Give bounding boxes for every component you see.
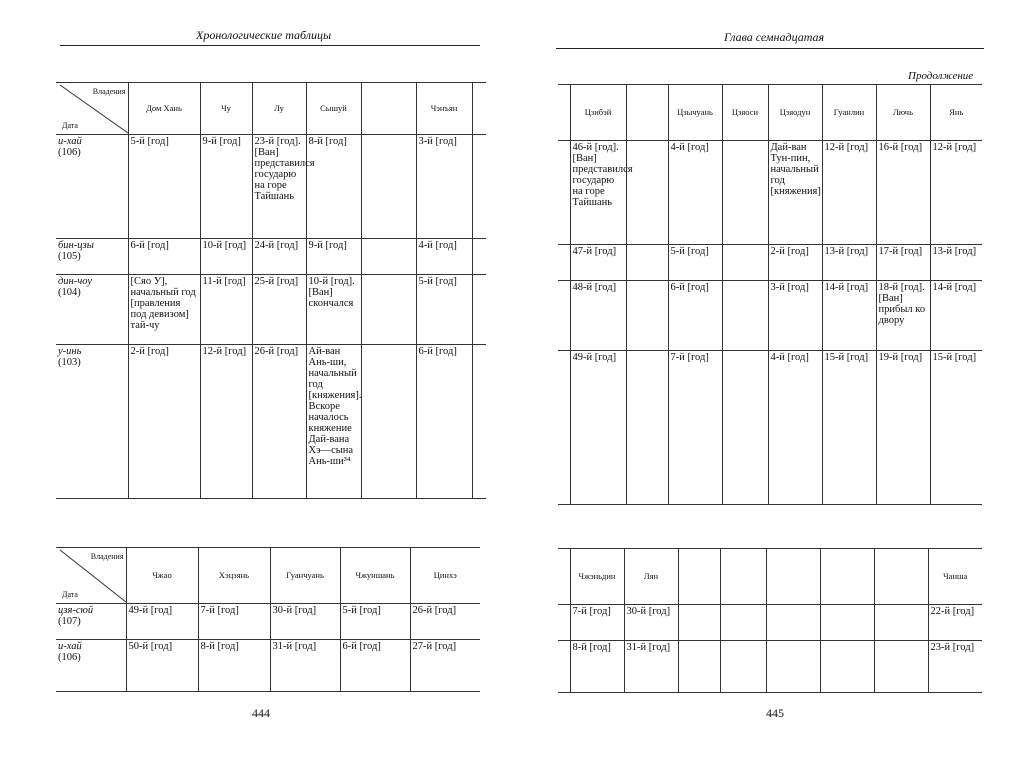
- table-cell: 23-й [год]. [Ван] представился государю на горе Тайшань: [252, 135, 306, 239]
- table-cell: 19-й [год]: [876, 351, 930, 505]
- table-cell: 48-й [год]: [570, 281, 626, 351]
- table-row: [56, 135, 486, 239]
- table-cell: 8-й [год]: [198, 640, 270, 692]
- table-cell: [626, 281, 668, 351]
- column-header: [678, 549, 720, 605]
- table-cell: [820, 605, 874, 641]
- header-rule: [556, 48, 984, 49]
- table-cell: 5-й [год]: [416, 275, 472, 345]
- column-header: Цзяодун: [768, 85, 822, 141]
- page-header: Хронологические таблицы: [196, 28, 332, 42]
- column-header: Цзибэй: [570, 85, 626, 141]
- table-cell: 2-й [год]: [768, 245, 822, 281]
- table-row: [56, 640, 480, 692]
- table-cell: 9-й [год]: [306, 239, 361, 275]
- table-cell: [720, 641, 766, 693]
- table-cell: 10-й [год]. [Ван] скончался: [306, 275, 361, 345]
- table-cell: 16-й [год]: [876, 141, 930, 245]
- column-header: Чжуншань: [340, 548, 410, 604]
- table-cell: [722, 141, 768, 245]
- table-cell: 30-й [год]: [270, 604, 340, 640]
- table-cell: 7-й [год]: [668, 351, 722, 505]
- table-row: [558, 641, 982, 693]
- table-cell: 9-й [год]: [200, 135, 252, 239]
- table-cell: 12-й [год]: [822, 141, 876, 245]
- table-cell: [626, 245, 668, 281]
- table-row: [558, 351, 982, 505]
- table-cell: [678, 605, 720, 641]
- date-cell: цзя-сюй (107): [56, 604, 126, 640]
- table-row: [558, 245, 982, 281]
- table-cell: 31-й [год]: [624, 641, 678, 693]
- table-cell: 14-й [год]: [930, 281, 982, 351]
- table-cell: 46-й [год]. [Ван] представился государю на горе Тайшань: [570, 141, 626, 245]
- column-header: Цинхэ: [410, 548, 480, 604]
- table-cell: 7-й [год]: [198, 604, 270, 640]
- column-header: Чанша: [928, 549, 982, 605]
- column-header: Гуанлин: [822, 85, 876, 141]
- table-row: [56, 345, 486, 499]
- column-header: Чжао: [126, 548, 198, 604]
- table-cell: 15-й [год]: [822, 351, 876, 505]
- corner-cell: Владения Дата: [56, 83, 128, 135]
- table-cell: 27-й [год]: [410, 640, 480, 692]
- column-header: Лу: [252, 83, 306, 135]
- page-number: 445: [766, 706, 784, 720]
- column-header: Сышуй: [306, 83, 361, 135]
- table-cell: 6-й [год]: [416, 345, 472, 499]
- column-header: [820, 549, 874, 605]
- left-page: [0, 0, 500, 767]
- table-cell: 4-й [год]: [668, 141, 722, 245]
- table-cell: 49-й [год]: [570, 351, 626, 505]
- table-cell: 14-й [год]: [822, 281, 876, 351]
- table-cell: [720, 605, 766, 641]
- column-header: Янь: [930, 85, 982, 141]
- table-cell: [722, 351, 768, 505]
- table-cell: 3-й [год]: [416, 135, 472, 239]
- table-cell: [722, 281, 768, 351]
- column-header: Чу: [200, 83, 252, 135]
- chronology-table-2: [56, 547, 480, 692]
- table-cell: 49-й [год]: [126, 604, 198, 640]
- table-cell: 23-й [год]: [928, 641, 982, 693]
- table-cell: 2-й [год]: [128, 345, 200, 499]
- table-cell: 6-й [год]: [340, 640, 410, 692]
- table-cell: [361, 135, 416, 239]
- column-header: [720, 549, 766, 605]
- table-row: [56, 275, 486, 345]
- chronology-table-1: [56, 82, 486, 499]
- column-header: Цзычуань: [668, 85, 722, 141]
- date-cell: и-хай (106): [56, 640, 126, 692]
- table-cell: 5-й [год]: [128, 135, 200, 239]
- chronology-table-4: [558, 548, 982, 693]
- column-header: [766, 549, 820, 605]
- table-cell: [Сяо У], начальный год [правления под девизом] тай-чу: [128, 275, 200, 345]
- table-row: [558, 141, 982, 245]
- continuation-label: Продолжение: [908, 70, 974, 82]
- table-cell: [766, 641, 820, 693]
- table-cell: 4-й [год]: [768, 351, 822, 505]
- table-cell: [361, 345, 416, 499]
- column-header: [626, 85, 668, 141]
- date-cell: и-хай (106): [56, 135, 128, 239]
- table-cell: [626, 141, 668, 245]
- corner-cell: Владения Дата: [56, 548, 126, 604]
- column-header: Чжэньдин: [570, 549, 624, 605]
- table-cell: [361, 275, 416, 345]
- table-cell: 3-й [год]: [768, 281, 822, 351]
- table-row: [558, 605, 982, 641]
- column-header: Цзяоси: [722, 85, 768, 141]
- table-cell: 13-й [год]: [822, 245, 876, 281]
- column-header: Лючь: [876, 85, 930, 141]
- column-header: [361, 83, 416, 135]
- page-number: 444: [252, 706, 270, 720]
- table-cell: 18-й [год]. [Ван] прибыл ко двору: [876, 281, 930, 351]
- column-header: [874, 549, 928, 605]
- column-header: Лян: [624, 549, 678, 605]
- table-cell: 10-й [год]: [200, 239, 252, 275]
- table-cell: 8-й [год]: [570, 641, 624, 693]
- column-header: Хэцзянь: [198, 548, 270, 604]
- table-cell: [820, 641, 874, 693]
- table-cell: 13-й [год]: [930, 245, 982, 281]
- header-rule: [60, 45, 480, 46]
- table-cell: Ай-ван Ань-ши, начальный год [княжения]. Вскоре началось княжение Дай-вана Хэ—сына Ань-ши³⁴: [306, 345, 361, 499]
- table-cell: 24-й [год]: [252, 239, 306, 275]
- table-cell: 6-й [год]: [668, 281, 722, 351]
- table-cell: [678, 641, 720, 693]
- table-cell: 8-й [год]: [306, 135, 361, 239]
- date-cell: бин-цзы (105): [56, 239, 128, 275]
- table-cell: 25-й [год]: [252, 275, 306, 345]
- column-header: Гуанчуань: [270, 548, 340, 604]
- table-cell: 5-й [год]: [340, 604, 410, 640]
- table-cell: 31-й [год]: [270, 640, 340, 692]
- column-header: Чэнъян: [416, 83, 472, 135]
- table-cell: 50-й [год]: [126, 640, 198, 692]
- table-cell: 17-й [год]: [876, 245, 930, 281]
- table-cell: Дай-ван Тун-пин, начальный год [княжения]: [768, 141, 822, 245]
- table-cell: 30-й [год]: [624, 605, 678, 641]
- table-cell: 47-й [год]: [570, 245, 626, 281]
- table-cell: [766, 605, 820, 641]
- table-cell: 6-й [год]: [128, 239, 200, 275]
- date-cell: дин-чоу (104): [56, 275, 128, 345]
- table-cell: [361, 239, 416, 275]
- table-cell: 26-й [год]: [410, 604, 480, 640]
- table-cell: 7-й [год]: [570, 605, 624, 641]
- table-cell: 12-й [год]: [930, 141, 982, 245]
- date-cell: у-инь (103): [56, 345, 128, 499]
- page-header: Глава семнадцатая: [724, 30, 825, 44]
- table-row: [56, 604, 480, 640]
- table-cell: 12-й [год]: [200, 345, 252, 499]
- table-cell: 15-й [год]: [930, 351, 982, 505]
- table-cell: [626, 351, 668, 505]
- right-page: [510, 0, 1021, 767]
- table-cell: 22-й [год]: [928, 605, 982, 641]
- table-row: [56, 239, 486, 275]
- table-cell: [874, 641, 928, 693]
- table-cell: 26-й [год]: [252, 345, 306, 499]
- column-header: Дом Хань: [128, 83, 200, 135]
- table-cell: 4-й [год]: [416, 239, 472, 275]
- table-cell: [874, 605, 928, 641]
- table-row: [558, 281, 982, 351]
- table-cell: 5-й [год]: [668, 245, 722, 281]
- chronology-table-3: [558, 84, 982, 505]
- table-cell: 11-й [год]: [200, 275, 252, 345]
- table-cell: [722, 245, 768, 281]
